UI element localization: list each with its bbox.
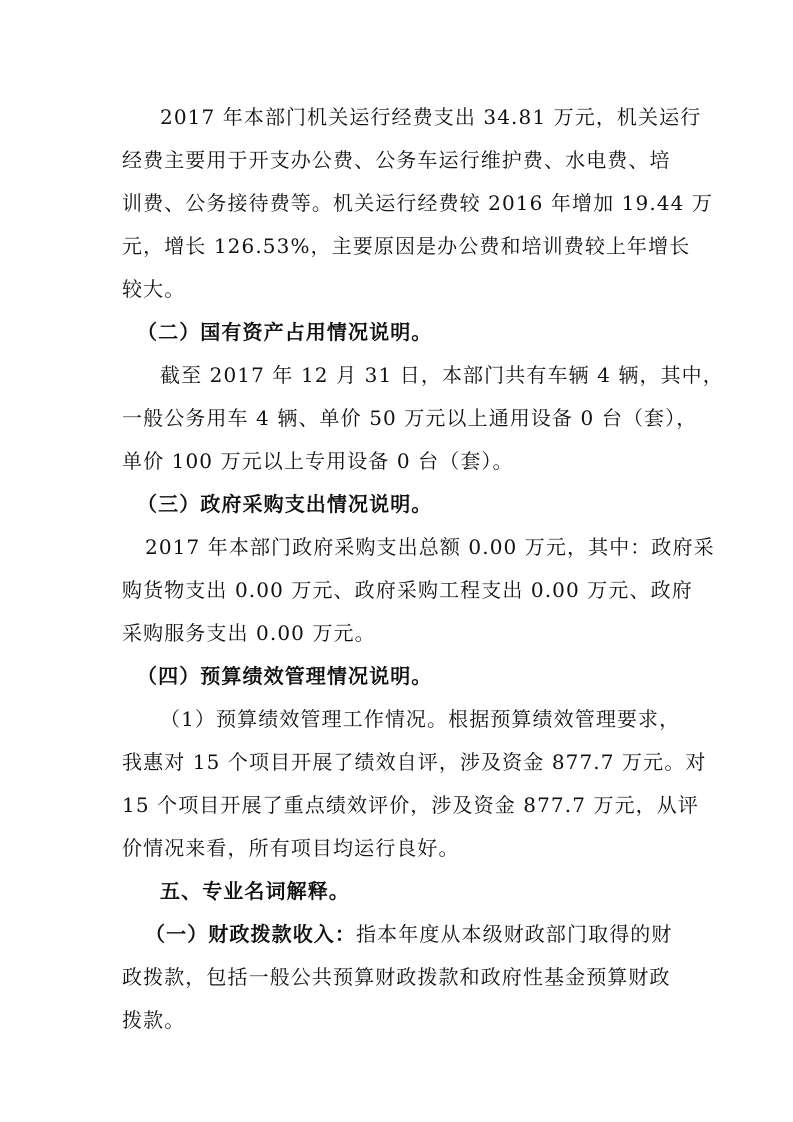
paragraph-performance-line-1: （1）预算绩效管理工作情况。根据预算绩效管理要求， bbox=[160, 707, 681, 731]
heading-terms-explanation: 五、专业名词解释。 bbox=[160, 879, 350, 903]
paragraph-operating-costs-line-1: 2017 年本部门机关运行经费支出 34.81 万元，机关运行 bbox=[160, 105, 702, 129]
heading-budget-performance: （四）预算绩效管理情况说明。 bbox=[137, 664, 433, 688]
paragraph-operating-costs-line-4: 元，增长 126.53%，主要原因是办公费和培训费较上年增长 bbox=[122, 234, 691, 258]
paragraph-performance-line-3: 15 个项目开展了重点绩效评价，涉及资金 877.7 万元，从评 bbox=[122, 793, 699, 817]
paragraph-operating-costs-line-3: 训费、公务接待费等。机关运行经费较 2016 年增加 19.44 万 bbox=[122, 191, 713, 215]
paragraph-terms-line-3: 拨款。 bbox=[122, 1008, 186, 1032]
paragraph-assets-line-1: 截至 2017 年 12 月 31 日，本部门共有车辆 4 辆，其中， bbox=[160, 363, 724, 387]
term-definition-start: 指本年度从本级财政部门取得的财 bbox=[356, 922, 673, 946]
paragraph-performance-line-4: 价情况来看，所有项目均运行良好。 bbox=[122, 836, 460, 860]
paragraph-assets-line-2: 一般公务用车 4 辆、单价 50 万元以上通用设备 0 台（套）， bbox=[122, 406, 698, 430]
paragraph-terms-line-2: 政拨款，包括一般公共预算财政拨款和政府性基金预算财政 bbox=[122, 965, 671, 989]
paragraph-procurement-line-1: 2017 年本部门政府采购支出总额 0.00 万元，其中：政府采 bbox=[145, 535, 715, 559]
heading-government-procurement: （三）政府采购支出情况说明。 bbox=[137, 492, 433, 516]
paragraph-procurement-line-3: 采购服务支出 0.00 万元。 bbox=[122, 621, 376, 645]
paragraph-operating-costs-line-2: 经费主要用于开支办公费、公务车运行维护费、水电费、培 bbox=[122, 148, 671, 172]
heading-state-assets: （二）国有资产占用情况说明。 bbox=[137, 320, 433, 344]
paragraph-performance-line-2: 我惠对 15 个项目开展了绩效自评，涉及资金 877.7 万元。对 bbox=[122, 750, 707, 774]
paragraph-operating-costs-line-5: 较大。 bbox=[122, 277, 186, 301]
paragraph-procurement-line-2: 购货物支出 0.00 万元、政府采购工程支出 0.00 万元、政府 bbox=[122, 578, 693, 602]
term-fiscal-appropriation-income: （一）财政拨款收入： bbox=[145, 922, 356, 946]
paragraph-assets-line-3: 单价 100 万元以上专用设备 0 台（套）。 bbox=[122, 449, 514, 473]
paragraph-terms-line-1 bbox=[145, 922, 673, 946]
